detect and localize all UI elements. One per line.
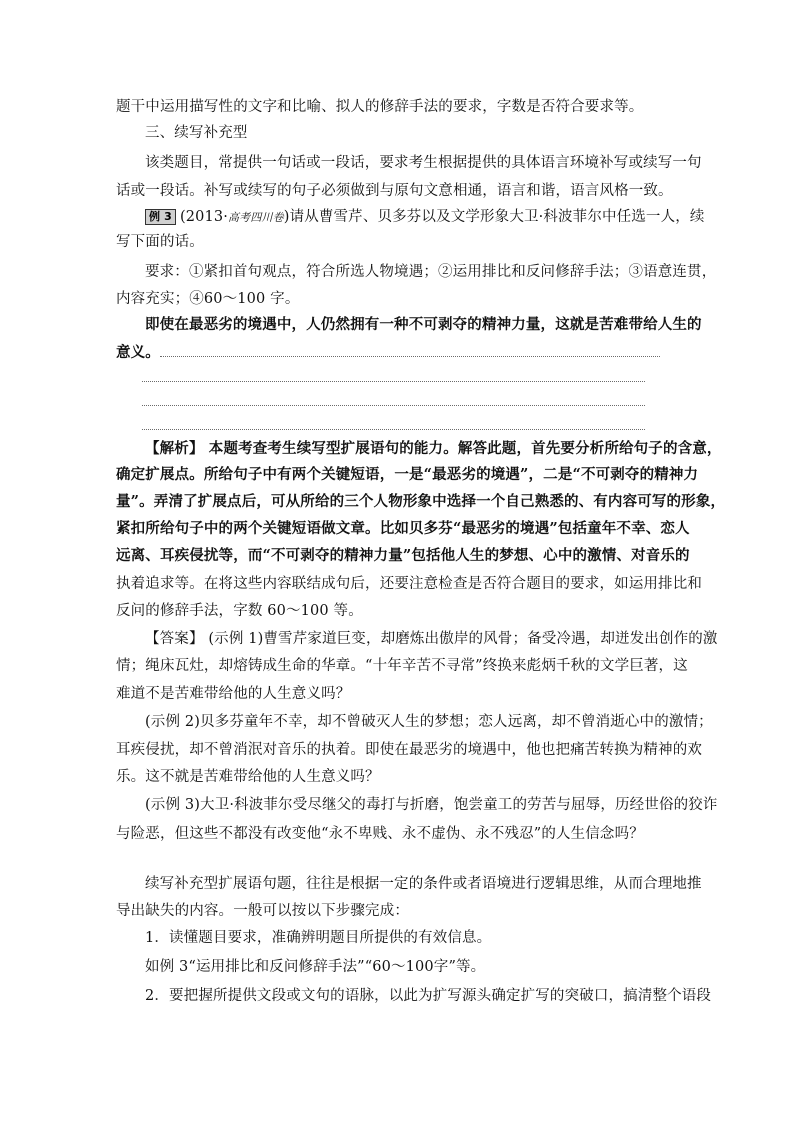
text-line: 写下面的话。: [116, 234, 204, 250]
answer-blank-line: [142, 405, 645, 406]
analysis-line: 执着追求等。在将这些内容联结成句后，还要注意检查是否符合题目的要求，如运用排比和: [116, 576, 702, 592]
example-3-line: [145, 207, 705, 228]
text-line: 题干中运用描写性的文字和比喻、拟人的修辞手法的要求，字数是否符合要求等。: [116, 99, 644, 115]
section-heading: 三、续写补充型: [145, 125, 248, 141]
step-line: 1．读懂题目要求，准确辨明题目所提供的有效信息。: [145, 930, 492, 946]
example-badge: 例 3: [145, 209, 176, 225]
example-source: 高考四川卷: [228, 211, 284, 224]
summary-line: 续写补充型扩展语句题，往往是根据一定的条件或者语境进行逻辑思维，从而合理地推: [145, 876, 702, 892]
prompt-sentence: 即使在最恶劣的境遇中，人仍然拥有一种不可剥夺的精神力量，这就是苦难带给人生的: [145, 316, 702, 333]
analysis-line: 远离、耳疾侵扰等，而“不可剥夺的精神力量”包括他人生的梦想、心中的激情、对音乐的: [116, 547, 690, 564]
answer-blank-line: [160, 356, 660, 357]
text-line: 话或一段话。补写或续写的句子必须做到与原句文意相通，语言和谐，语言风格一致。: [116, 183, 673, 199]
text-line: 内容充实；④60～100 字。: [116, 291, 300, 307]
summary-line: 导出缺失的内容。一般可以按以下步骤完成：: [116, 903, 409, 919]
requirements-line: 要求：①紧扣首句观点，符合所选人物境遇；②运用排比和反问修辞手法；③语意连贯，: [145, 264, 717, 280]
answer-line: 【答案】 (示例 1)曹雪芹家道巨变，却磨炼出傲岸的风骨；备受冷遇，却迸发出创作的激: [145, 631, 718, 647]
answer-blank-line: [142, 381, 645, 382]
step-line: 2．要把握所提供文段或文句的语脉，以此为扩写源头确定扩写的突破口，搞清整个语段: [145, 988, 712, 1004]
answer-line: 难道不是苦难带给他的人生意义吗？: [116, 686, 351, 702]
analysis-line: 确定扩展点。所给句子中有两个关键短语，一是“最恶劣的境遇”，二是“不可剥夺的精神力: [116, 466, 699, 483]
analysis-line: 紧扣所给句子中的两个关键短语做文章。比如贝多芬“最恶劣的境遇”包括童年不幸、恋人: [116, 520, 690, 537]
answer-line: (示例 2)贝多芬童年不幸，却不曾破灭人生的梦想；恋人远离，却不曾消逝心中的激情；: [145, 714, 713, 730]
answer-blank-line: [142, 429, 645, 430]
analysis-line: 【解析】 本题考查考生续写型扩展语句的能力。解答此题，首先要分析所给句子的含意，: [145, 440, 722, 457]
prompt-sentence-end: 意义。: [116, 344, 160, 361]
example-prompt: )请从曹雪芹、贝多芬以及文学形象大卫·科波菲尔中任选一人，续: [283, 209, 705, 225]
step-line: 如例 3“运用排比和反问修辞手法”“60～100字”等。: [145, 959, 486, 975]
example-year: (2013·: [179, 209, 229, 225]
text-line: 该类题目，常提供一句话或一段话，要求考生根据提供的具体语言环境补写或续写一句: [145, 155, 702, 171]
answer-line: 耳疾侵扰，却不曾消泯对音乐的执着。即使在最恶劣的境遇中，他也把痛苦转换为精神的欢: [116, 742, 702, 758]
answer-line: 与险恶，但这些不都没有改变他“永不卑贱、永不虚伪、永不残忍”的人生信念吗？: [116, 826, 644, 842]
analysis-line: 反问的修辞手法，字数 60～100 等。: [116, 603, 363, 619]
answer-line: (示例 3)大卫·科波菲尔受尽继父的毒打与折磨，饱尝童工的劳苦与屈辱，历经世俗的狡诈: [145, 797, 718, 813]
answer-line: 情；绳床瓦灶，却熔铸成生命的华章。“十年辛苦不寻常”终换来彪炳千秋的文学巨著，这: [116, 658, 688, 674]
analysis-line: 量”。弄清了扩展点后，可从所给的三个人物形象中选择一个自己熟悉的、有内容可写的形象，: [116, 493, 726, 510]
answer-line: 乐。这不就是苦难带给他的人生意义吗？: [116, 769, 380, 785]
